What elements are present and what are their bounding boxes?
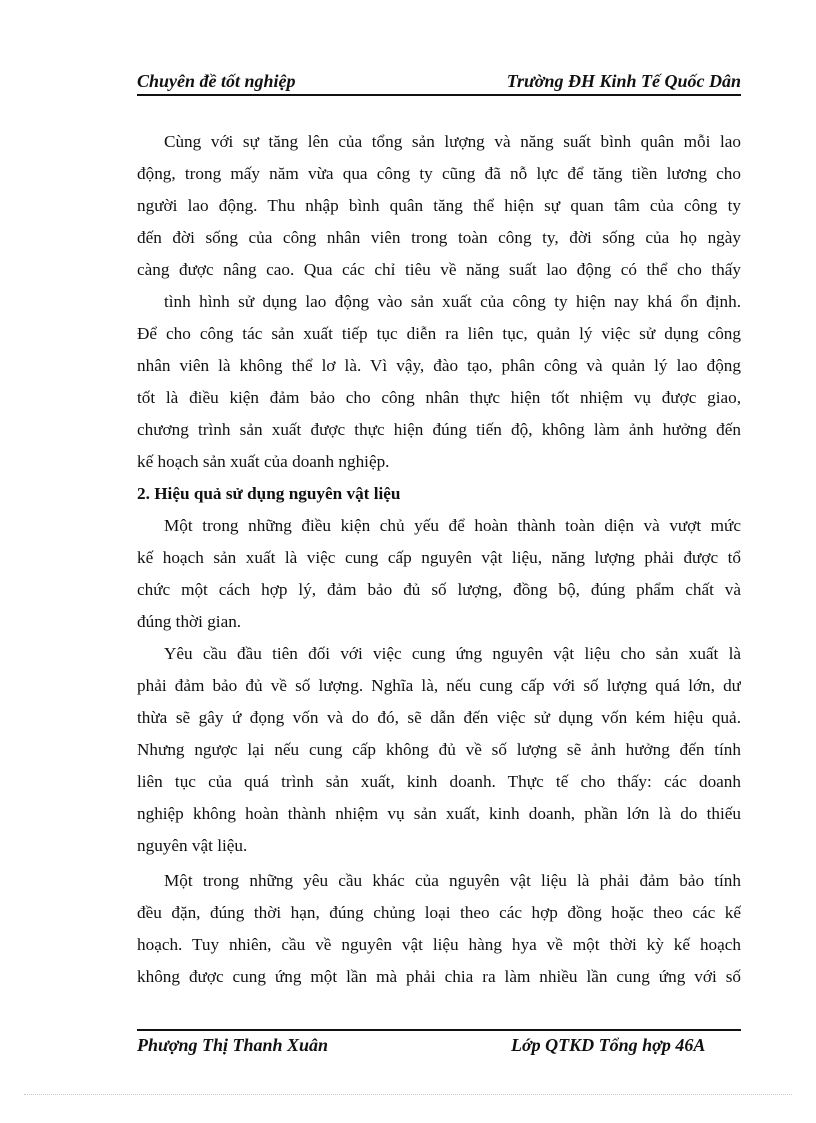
text-line: Yêu cầu đầu tiên đối với việc cung ứng nguyên vật liệu cho sản xuất là (164, 644, 741, 663)
text-line: nghiệp không hoàn thành nhiệm vụ sản xuất, kinh doanh, phần lớn là do thiếu (137, 804, 741, 823)
text-line: chương trình sản xuất được thực hiện đúng tiến độ, không làm ảnh hưởng đến (137, 420, 741, 439)
footer-author: Phượng Thị Thanh Xuân (137, 1035, 329, 1055)
text-line: kế hoạch sản xuất của doanh nghiệp. (137, 452, 390, 471)
text-line: Để cho công tác sản xuất tiếp tục diễn ra liên tục, quản lý việc sử dụng công (137, 324, 741, 343)
text-line: Cùng với sự tăng lên của tổng sản lượng và năng suất bình quân mỗi lao (164, 132, 741, 151)
text-line: thừa sẽ gây ứ đọng vốn và do đó, sẽ dẫn đến việc sử dụng vốn kém hiệu quả. (137, 708, 741, 727)
text-line: liên tục của quá trình sản xuất, kinh doanh. Thực tế cho thấy: các doanh (137, 772, 741, 791)
footer-divider (137, 1029, 741, 1031)
text-line: tốt là điều kiện đảm bảo cho công nhân thực hiện tốt nhiệm vụ được giao, (137, 388, 741, 407)
page-footer (137, 1034, 741, 1060)
text-line: Nhưng ngược lại nếu cung cấp không đủ về số lượng sẽ ảnh hưởng đến tính (137, 740, 741, 759)
text-line: động, trong mấy năm vừa qua công ty cũng đã nỗ lực để tăng tiền lương cho (137, 164, 741, 183)
text-line: đều đặn, đúng thời hạn, đúng chủng loại theo các hợp đồng hoặc theo các kế (137, 903, 741, 922)
text-line: kế hoạch sản xuất là việc cung cấp nguyên vật liệu, năng lượng phải được tổ (137, 548, 741, 567)
text-line: không được cung ứng một lần mà phải chia ra làm nhiều lần cung ứng với số (137, 967, 741, 986)
text-line: Một trong những điều kiện chủ yếu để hoàn thành toàn diện và vượt mức (164, 516, 741, 535)
text-line: nhân viên là không thể lơ là. Vì vậy, đào tạo, phân công và quản lý lao động (137, 356, 741, 375)
text-line: phải đảm bảo đủ về số lượng. Nghĩa là, nếu cung cấp với số lượng quá lớn, dư (137, 676, 741, 695)
text-line: đến đời sống của công nhân viên trong toàn công ty, đời sống của họ ngày (137, 228, 741, 247)
text-line: tình hình sử dụng lao động vào sản xuất của công ty hiện nay khá ổn định. (164, 292, 741, 311)
text-line: hoạch. Tuy nhiên, cầu về nguyên vật liệu hàng hya về một thời kỳ kế hoạch (137, 935, 741, 954)
page-header (137, 70, 741, 96)
section-heading: 2. Hiệu quả sử dụng nguyên vật liệu (137, 484, 401, 503)
text-line: người lao động. Thu nhập bình quân tăng thể hiện sự quan tâm của công ty (137, 196, 741, 215)
text-line: Một trong những yêu cầu khác của nguyên vật liệu là phải đảm bảo tính (164, 871, 741, 890)
text-line: đúng thời gian. (137, 612, 242, 631)
text-line: nguyên vật liệu. (137, 836, 248, 855)
header-title: Chuyên đề tốt nghiệp (137, 71, 296, 91)
text-line: chức một cách hợp lý, đảm bảo đủ số lượng, đồng bộ, đúng phẩm chất và (137, 580, 741, 599)
body-text (137, 126, 741, 993)
footer-class: Lớp QTKD Tổng hợp 46A (511, 1035, 706, 1055)
text-line: càng được nâng cao. Qua các chỉ tiêu về năng suất lao động có thể cho thấy (137, 260, 741, 279)
header-university: Trường ĐH Kinh Tế Quốc Dân (506, 71, 741, 91)
page-break-dotted-line (24, 1094, 792, 1095)
